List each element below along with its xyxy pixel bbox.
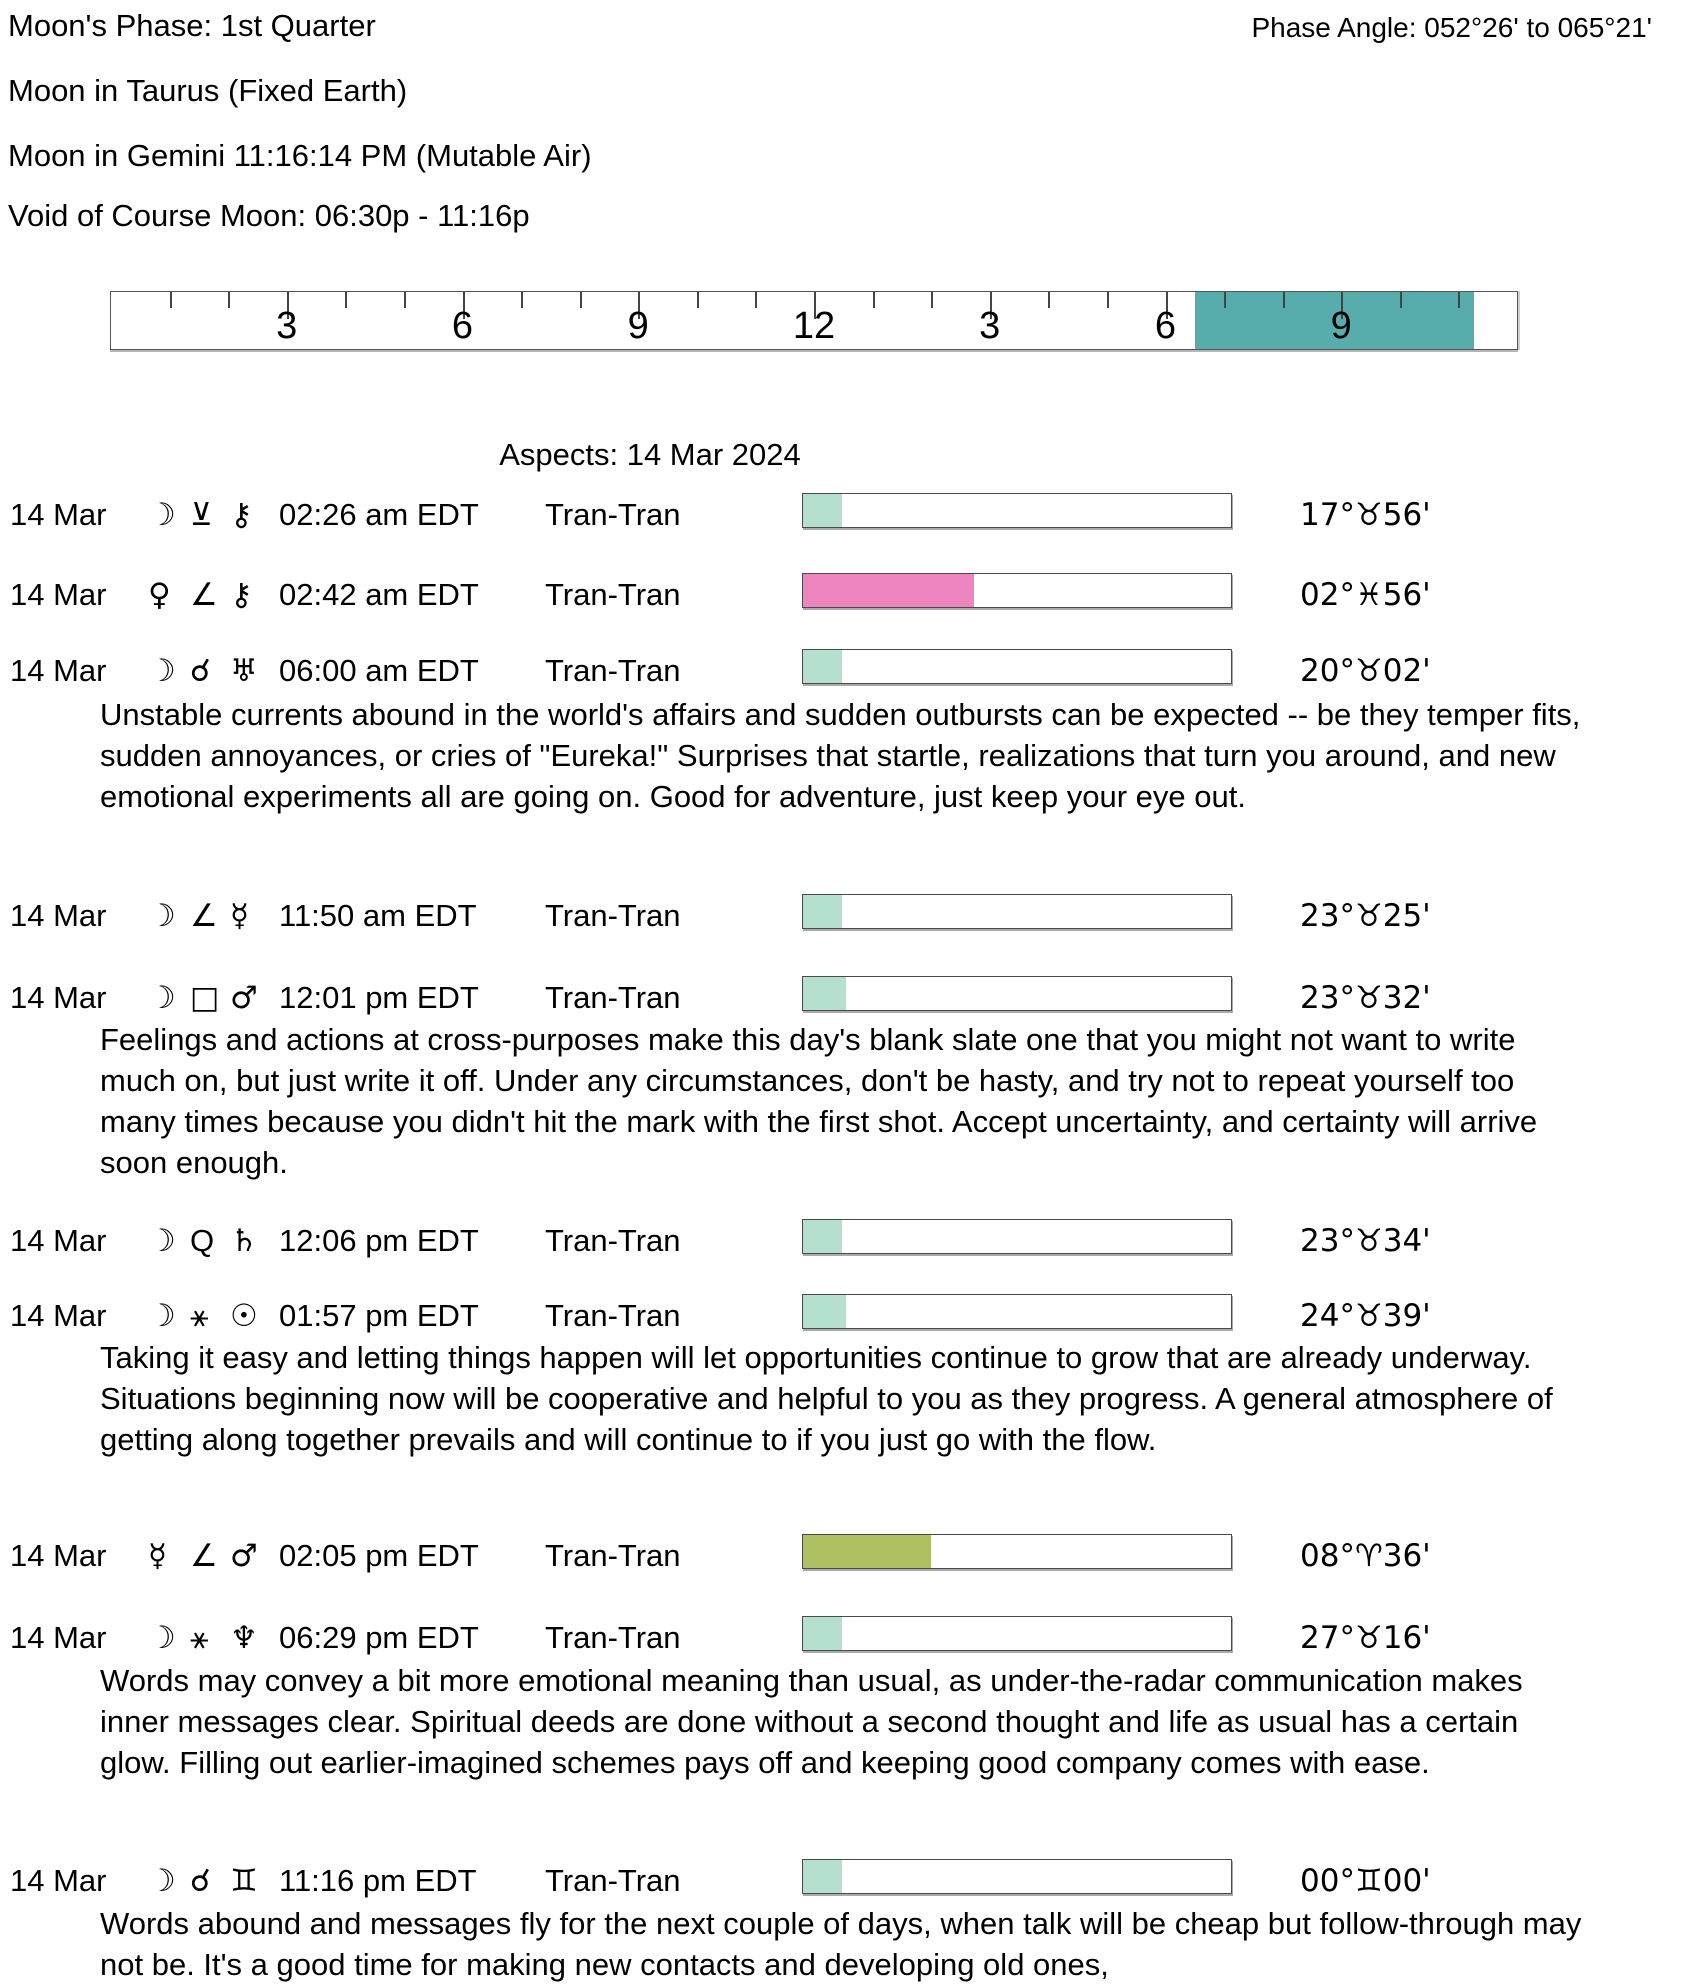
chiron-icon: ⚷: [230, 497, 253, 533]
orb-progress-fill: [803, 1295, 846, 1328]
aspect-type: Tran-Tran: [545, 577, 681, 612]
ruler-tick: [1048, 292, 1050, 308]
moon-in-gemini-line: Moon in Gemini 11:16:14 PM (Mutable Air): [8, 138, 592, 173]
moon-phase-line: Moon's Phase: 1st Quarter: [8, 8, 376, 43]
aspect-row: [10, 497, 1431, 537]
saturn-icon: ♄: [230, 1223, 258, 1259]
aspect-date: 14 Mar: [10, 1620, 107, 1655]
ruler-tick: [228, 292, 230, 308]
moon-icon: ☽: [148, 1223, 176, 1259]
orb-progress-fill: [803, 1220, 842, 1253]
ruler-tick: [755, 292, 757, 308]
aspect-row: [10, 1538, 1431, 1578]
mercury-icon: ☿: [230, 898, 250, 934]
conjunction-icon: ☌: [190, 1863, 211, 1899]
orb-progress-fill: [803, 650, 842, 683]
aspect-degree: 23°♉34': [1300, 1223, 1431, 1259]
mercury-icon: ☿: [148, 1538, 168, 1574]
quintile-icon: Q: [190, 1223, 215, 1258]
aspect-degree: 23°♉25': [1300, 898, 1431, 934]
sextile-icon: ⚹: [190, 1298, 209, 1334]
sextile-icon: ⚹: [190, 1620, 209, 1656]
aspect-time: 06:29 pm EDT: [279, 1620, 479, 1655]
aspect-time: 02:05 pm EDT: [279, 1538, 479, 1573]
moon-icon: ☽: [148, 1863, 176, 1899]
aspect-type: Tran-Tran: [545, 980, 681, 1015]
ruler-label-9am: 9: [627, 305, 649, 347]
aspect-row: [10, 898, 1431, 938]
square-icon: □: [190, 980, 220, 1016]
aspect-date: 14 Mar: [10, 980, 107, 1015]
gemini-icon: ♊: [230, 1863, 258, 1899]
aspect-description: Words abound and messages fly for the next couple of days, when talk will be cheap but follow-through may not be. It's a good time for making new contacts and developing old ones,: [100, 1906, 1582, 1982]
ruler-label-3am: 3: [276, 305, 298, 347]
aspect-description: Feelings and actions at cross-purposes make this day's blank slate one that you might not want to write much on, but just write it off. Under any circumstances, don't be hasty, and try not to repeat yourself too many times because you didn't hit the mark with the first shot. Accept uncertainty, and certainty will arrive soon enough.: [100, 1022, 1538, 1180]
aspect-row: [10, 980, 1431, 1020]
ruler-tick: [1458, 292, 1460, 308]
sun-icon: ☉: [230, 1298, 258, 1334]
ruler-tick: [1107, 292, 1109, 308]
orb-progress-fill: [803, 977, 846, 1010]
aspect-date: 14 Mar: [10, 653, 107, 688]
ruler-tick: [404, 292, 406, 308]
moon-icon: ☽: [148, 898, 176, 934]
moon-in-taurus-line: Moon in Taurus (Fixed Earth): [8, 73, 408, 108]
mars-icon: ♂: [230, 980, 258, 1016]
orb-progress-fill: [803, 895, 842, 928]
aspect-degree: 02°♓56': [1300, 577, 1431, 613]
ruler-tick: [1400, 292, 1402, 308]
aspect-type: Tran-Tran: [545, 1223, 681, 1258]
orb-progress-fill: [803, 1617, 842, 1650]
aspect-row: [10, 577, 1431, 617]
orb-progress-fill: [803, 1860, 842, 1893]
aspect-time: 11:50 am EDT: [279, 898, 477, 933]
ruler-tick: [1224, 292, 1226, 308]
orb-progress-bar: [802, 894, 1232, 929]
void-of-course-ruler: [110, 291, 1518, 350]
aspect-type: Tran-Tran: [545, 898, 681, 933]
ruler-label-6pm: 6: [1154, 305, 1177, 347]
aspect-degree: 00°♊00': [1300, 1863, 1431, 1899]
ruler-tick: [345, 292, 347, 308]
aspect-time: 11:16 pm EDT: [279, 1863, 477, 1898]
orb-progress-bar: [802, 1294, 1232, 1329]
aspect-description: Unstable currents abound in the world's affairs and sudden outbursts can be expected -- be they temper fits, sudden annoyances, or cries of "Eureka!" Surprises that startle, realizations that turn you around, and new emotional experiments all are going on. Good for adventure, just keep your eye out.: [100, 697, 1581, 814]
moon-icon: ☽: [148, 980, 176, 1016]
moon-icon: ☽: [148, 497, 176, 533]
ruler-tick: [580, 292, 582, 308]
ruler-label-12pm: 12: [792, 305, 836, 347]
phase-angle-line: Phase Angle: 052°26' to 065°21': [1251, 12, 1652, 43]
aspect-date: 14 Mar: [10, 1538, 107, 1573]
venus-icon: ♀: [148, 577, 171, 613]
aspect-row: [10, 653, 1431, 693]
orb-progress-bar: [802, 573, 1232, 608]
aspect-description: Words may convey a bit more emotional meaning than usual, as under-the-radar communication makes inner messages clear. Spiritual deeds are done without a second thought and life as usual has a certain glow. Filling out earlier-imagined schemes pays off and keeping good company comes with ease.: [100, 1663, 1523, 1780]
aspect-date: 14 Mar: [10, 1298, 107, 1333]
aspect-time: 02:42 am EDT: [279, 577, 479, 612]
aspect-type: Tran-Tran: [545, 1298, 681, 1333]
aspect-type: Tran-Tran: [545, 1863, 681, 1898]
ruler-label-3pm: 3: [979, 305, 1001, 347]
orb-progress-bar: [802, 1534, 1232, 1569]
mars-icon: ♂: [230, 1538, 258, 1574]
aspect-type: Tran-Tran: [545, 497, 681, 532]
aspect-type: Tran-Tran: [545, 1538, 681, 1573]
ruler-tick: [873, 292, 875, 308]
neptune-icon: ♆: [230, 1620, 258, 1656]
aspect-time: 02:26 am EDT: [279, 497, 479, 532]
aspect-date: 14 Mar: [10, 1223, 107, 1258]
semisquare-icon: ∠: [190, 898, 218, 934]
ruler-tick: [521, 292, 523, 308]
moon-icon: ☽: [148, 1620, 176, 1656]
aspect-type: Tran-Tran: [545, 653, 681, 688]
aspect-type: Tran-Tran: [545, 1620, 681, 1655]
orb-progress-bar: [802, 493, 1232, 528]
orb-progress-bar: [802, 1859, 1232, 1894]
ruler-label-9pm: 9: [1330, 305, 1352, 347]
aspect-row: [10, 1863, 1431, 1903]
orb-progress-bar: [802, 1219, 1232, 1254]
ruler-tick: [931, 292, 933, 308]
aspect-date: 14 Mar: [10, 497, 107, 532]
aspect-row: [10, 1298, 1431, 1338]
semisquare-icon: ∠: [190, 1538, 218, 1574]
ruler-tick: [1283, 292, 1285, 308]
ruler-tick: [170, 292, 172, 308]
conjunction-icon: ☌: [190, 653, 211, 689]
uranus-icon: ♅: [230, 653, 258, 689]
orb-progress-bar: [802, 1616, 1232, 1651]
moon-icon: ☽: [148, 1298, 176, 1334]
quincunx-icon: ⊻: [190, 497, 213, 533]
aspect-degree: 24°♉39': [1300, 1298, 1431, 1334]
moon-icon: ☽: [148, 653, 176, 689]
aspect-description: Taking it easy and letting things happen will let opportunities continue to grow that are already underway. Situations beginning now will be cooperative and helpful to you as they progress. A general atmosphere of getting along together prevails and will continue to if you just go with the flow.: [100, 1340, 1553, 1457]
aspect-degree: 08°♈36': [1300, 1538, 1431, 1574]
ruler-label-6am: 6: [451, 305, 474, 347]
aspect-degree: 20°♉02': [1300, 653, 1431, 689]
void-of-course-line: Void of Course Moon: 06:30p - 11:16p: [8, 198, 530, 233]
aspect-time: 12:01 pm EDT: [279, 980, 479, 1015]
orb-progress-bar: [802, 649, 1232, 684]
aspect-degree: 27°♉16': [1300, 1620, 1431, 1656]
aspect-degree: 17°♉56': [1300, 497, 1431, 533]
orb-progress-fill: [803, 574, 974, 607]
aspect-time: 06:00 am EDT: [279, 653, 479, 688]
orb-progress-fill: [803, 1535, 931, 1568]
aspect-date: 14 Mar: [10, 577, 107, 612]
aspect-date: 14 Mar: [10, 1863, 107, 1898]
aspect-date: 14 Mar: [10, 898, 107, 933]
orb-progress-fill: [803, 494, 842, 527]
aspects-title: Aspects: 14 Mar 2024: [499, 437, 801, 472]
semisquare-icon: ∠: [190, 577, 218, 613]
chiron-icon: ⚷: [230, 577, 253, 613]
orb-progress-bar: [802, 976, 1232, 1011]
aspect-row: [10, 1620, 1431, 1660]
aspect-row: [10, 1223, 1431, 1263]
aspect-degree: 23°♉32': [1300, 980, 1431, 1016]
aspect-time: 12:06 pm EDT: [279, 1223, 479, 1258]
aspect-time: 01:57 pm EDT: [279, 1298, 479, 1333]
ruler-tick: [697, 292, 699, 308]
